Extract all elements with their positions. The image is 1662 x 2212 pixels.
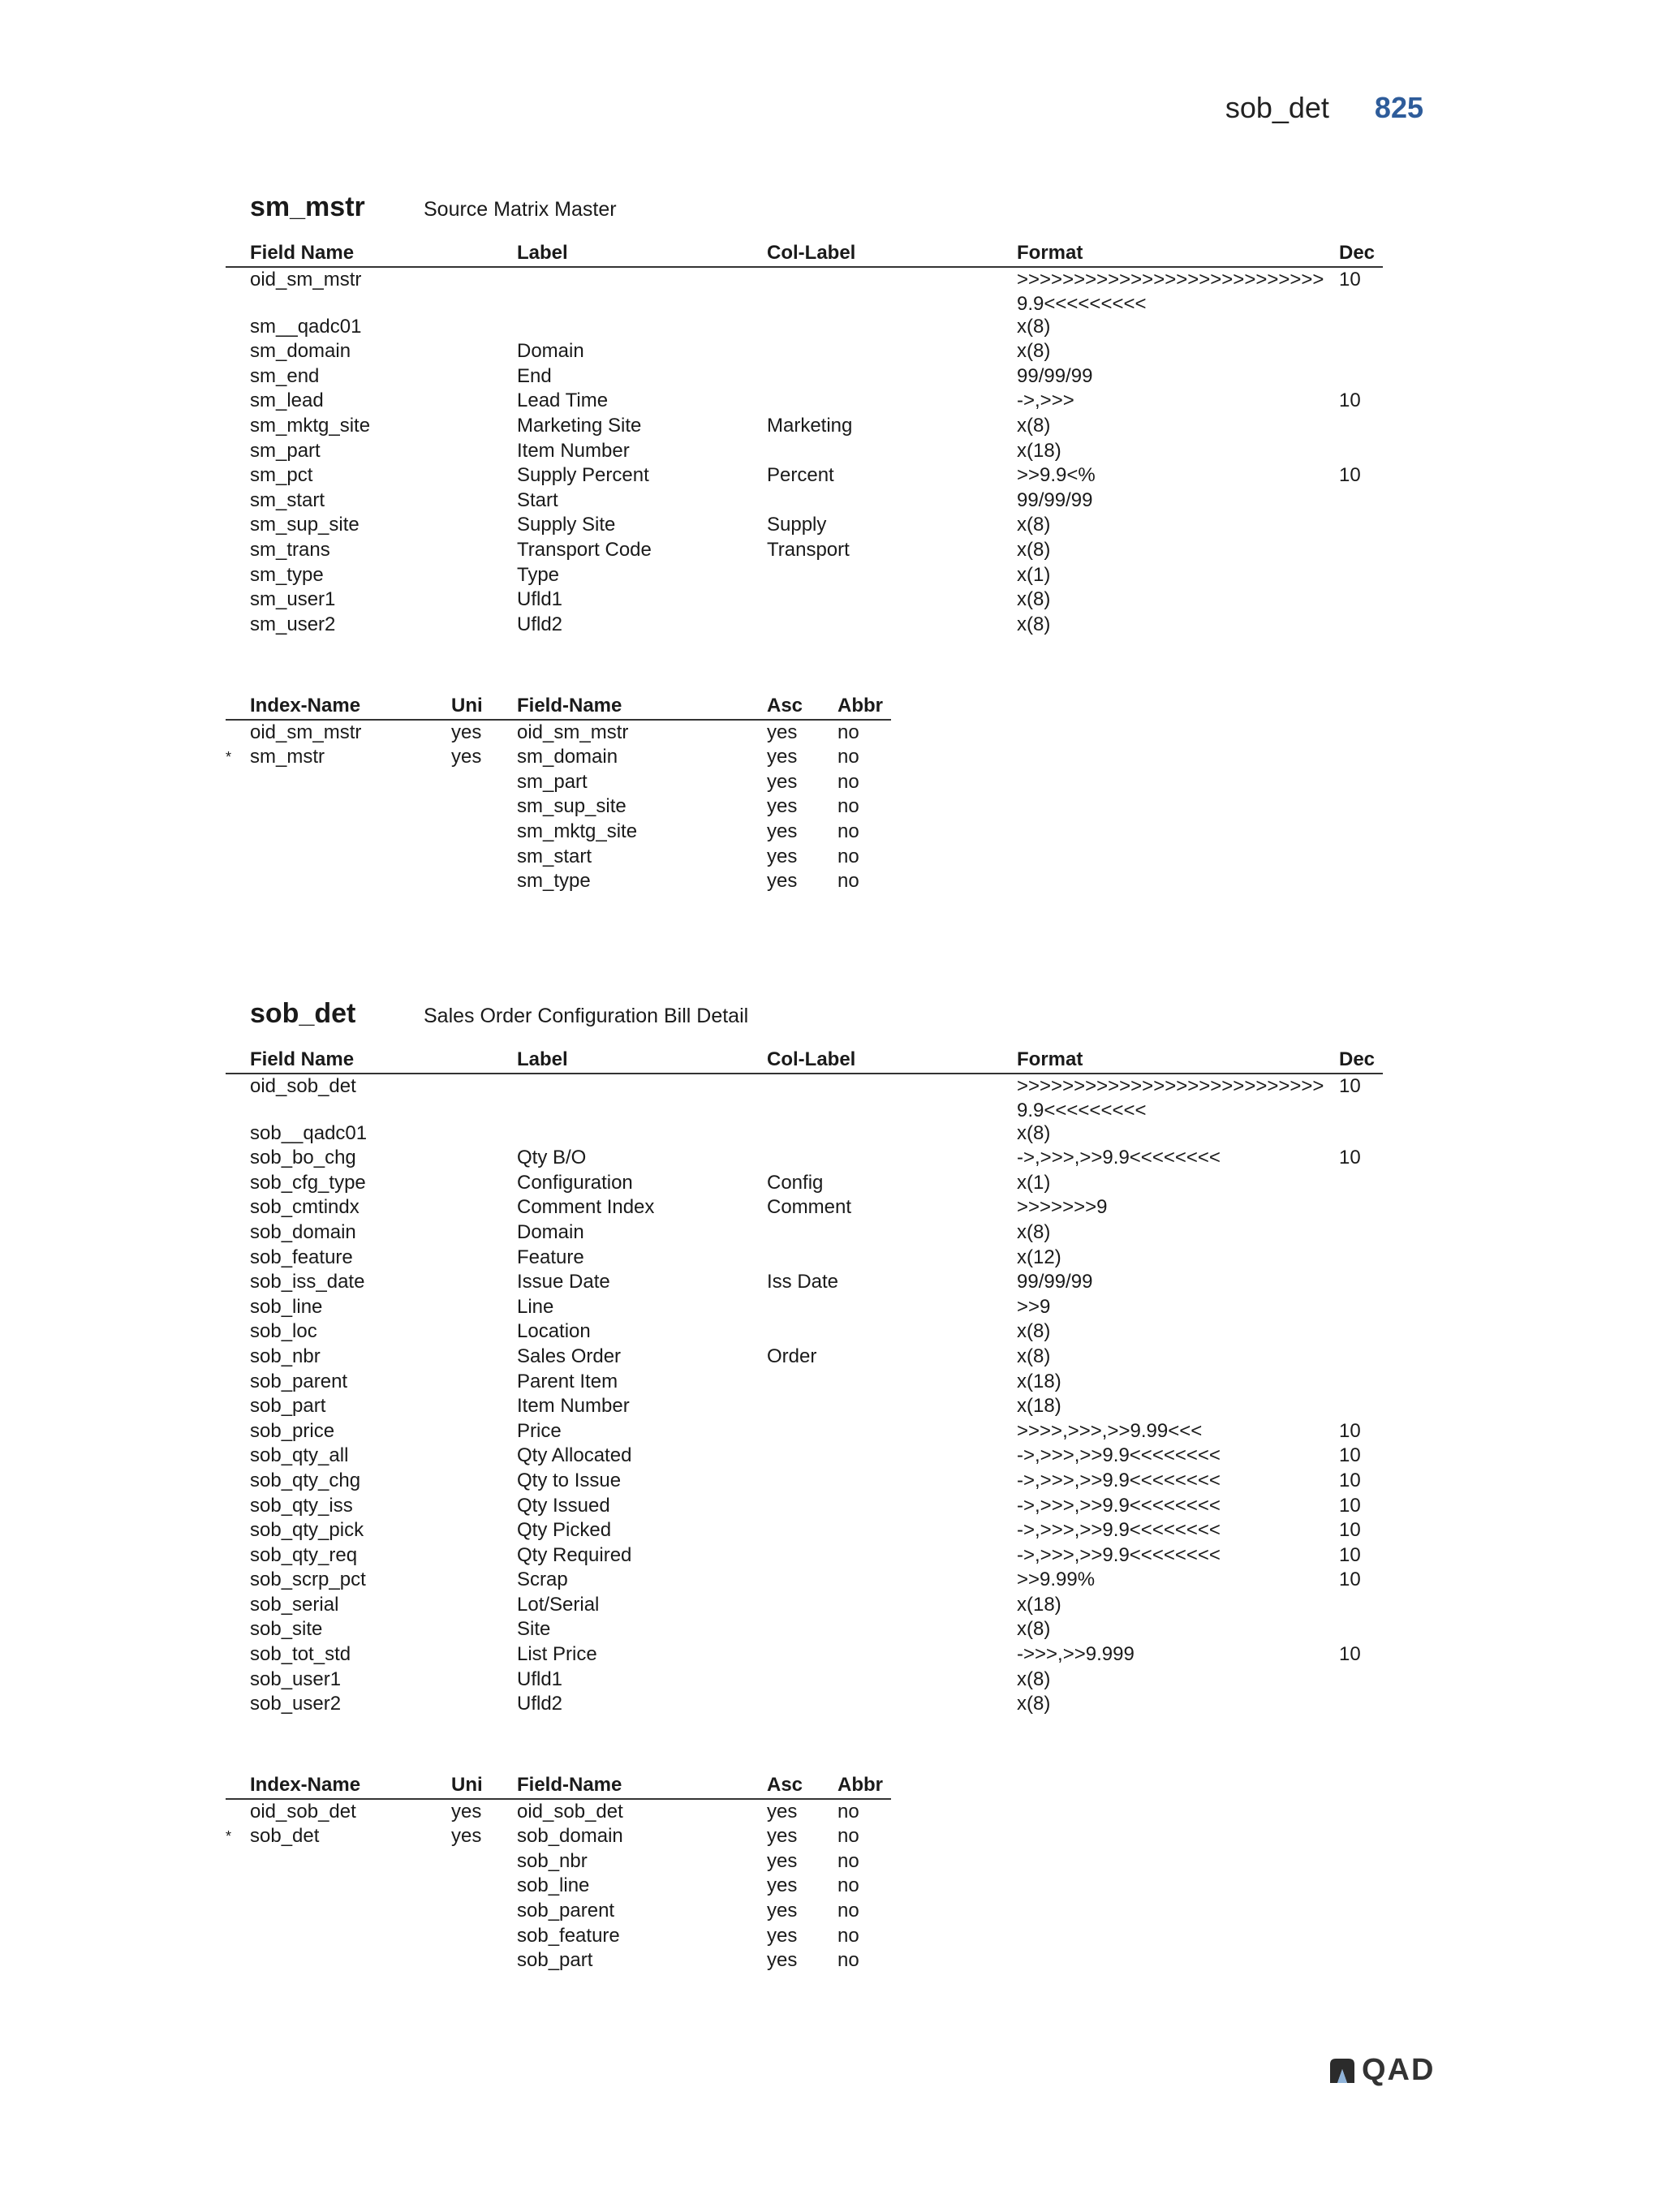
field-format: >>>>,>>>,>>9.99<<< <box>1017 1419 1203 1442</box>
index-row <box>226 869 891 894</box>
table-name: sm_mstr <box>250 192 365 222</box>
index-abbr: no <box>837 870 859 893</box>
table-row <box>226 538 1383 563</box>
field-format: x(18) <box>1017 1370 1061 1392</box>
field-label: Item Number <box>517 439 630 462</box>
table-row <box>226 1370 1383 1395</box>
field-name: sm_domain <box>250 340 351 363</box>
index-abbr: no <box>837 1825 859 1848</box>
index-asc: yes <box>767 1849 798 1872</box>
table-heading-sm-mstr <box>250 192 617 223</box>
field-col-label: Comment <box>767 1196 852 1219</box>
uni-header: Uni <box>451 1774 483 1796</box>
field-format: >>9.9<% <box>1017 464 1096 487</box>
index-abbr: no <box>837 746 859 768</box>
field-format: x(8) <box>1017 613 1051 635</box>
table-row <box>226 587 1383 613</box>
field-name: sm_end <box>250 364 320 387</box>
index-field-name: sob_nbr <box>517 1849 588 1872</box>
index-asc: yes <box>767 770 798 793</box>
field-label: End <box>517 364 552 387</box>
field-dec: 10 <box>1339 1147 1361 1169</box>
field-label: Transport Code <box>517 538 652 561</box>
field-label: Qty Issued <box>517 1494 610 1517</box>
field-dec: 10 <box>1339 1444 1361 1467</box>
index-row <box>226 1800 891 1825</box>
table-row <box>226 1419 1383 1444</box>
field-format: x(8) <box>1017 514 1051 536</box>
field-name: sob_scrp_pct <box>250 1569 366 1591</box>
field-format: x(8) <box>1017 588 1051 611</box>
table-row <box>226 1668 1383 1693</box>
field-label: Scrap <box>517 1569 568 1591</box>
field-col-label: Percent <box>767 464 834 487</box>
field-name-header: Field Name <box>250 1048 355 1070</box>
field-name: sob_user2 <box>250 1693 342 1715</box>
field-format: ->,>>>,>>9.9<<<<<<<< <box>1017 1469 1221 1491</box>
field-label: Sales Order <box>517 1345 622 1367</box>
field-name: sob_qty_pick <box>250 1519 364 1542</box>
field-name: sob_qty_req <box>250 1543 358 1566</box>
field-label: Start <box>517 488 558 511</box>
format-header: Format <box>1017 242 1083 264</box>
field-format: >>>>>>>>>>>>>>>>>>>>>>>>>>>9.9<<<<<<<<< <box>1017 268 1324 315</box>
field-label: Issue Date <box>517 1271 610 1293</box>
field-label: Ufld2 <box>517 613 563 635</box>
index-row <box>226 1948 891 1973</box>
field-name: sob_bo_chg <box>250 1147 356 1169</box>
index-header-row <box>226 694 891 721</box>
field-dec: 10 <box>1339 1074 1361 1097</box>
index-abbr: no <box>837 820 859 842</box>
field-dec: 10 <box>1339 389 1361 412</box>
qad-logo-icon <box>1328 2056 1357 2085</box>
primary-marker: * <box>226 749 232 766</box>
table-description: Sales Order Configuration Bill Detail <box>424 1005 749 1027</box>
field-label: Line <box>517 1295 554 1318</box>
index-row <box>226 794 891 820</box>
table-row <box>226 439 1383 464</box>
index-asc: yes <box>767 1874 798 1897</box>
table-row <box>226 339 1383 364</box>
field-name: sm_pct <box>250 464 313 487</box>
index-asc: yes <box>767 1949 798 1972</box>
label-header: Label <box>517 242 568 264</box>
field-name: sob_domain <box>250 1220 356 1243</box>
table-header-row <box>226 241 1383 268</box>
field-dec: 10 <box>1339 1543 1361 1566</box>
col-label-header: Col-Label <box>767 242 856 264</box>
field-format: 99/99/99 <box>1017 1271 1093 1293</box>
index-name-header: Index-Name <box>250 695 361 717</box>
field-label: Lead Time <box>517 389 609 412</box>
index-row <box>226 1849 891 1874</box>
index-field-name: sm_domain <box>517 746 618 768</box>
field-label: Lot/Serial <box>517 1593 600 1616</box>
index-abbr: no <box>837 770 859 793</box>
logo-text: QAD <box>1362 2053 1436 2087</box>
asc-header: Asc <box>767 695 803 717</box>
table-row <box>226 1074 1383 1121</box>
table-row <box>226 1593 1383 1618</box>
field-name: sm__qadc01 <box>250 315 362 338</box>
index-field-name: sm_type <box>517 870 591 893</box>
field-format: x(8) <box>1017 538 1051 561</box>
field-label: Item Number <box>517 1395 630 1418</box>
table-row <box>226 1568 1383 1593</box>
index-asc: yes <box>767 746 798 768</box>
index-field-name: sob_domain <box>517 1825 623 1848</box>
field-dec: 10 <box>1339 1469 1361 1491</box>
field-name: sm_sup_site <box>250 514 360 536</box>
index-field-name: sm_part <box>517 770 588 793</box>
index-field-name-header: Field-Name <box>517 695 622 717</box>
table-row <box>226 1692 1383 1717</box>
field-format: x(8) <box>1017 340 1051 363</box>
index-row <box>226 845 891 870</box>
field-name: sob_user1 <box>250 1668 342 1690</box>
field-format: x(12) <box>1017 1246 1061 1268</box>
field-table-sm-mstr <box>226 241 1383 637</box>
field-format: >>>>>>>>>>>>>>>>>>>>>>>>>>>9.9<<<<<<<<< <box>1017 1074 1324 1121</box>
table-row <box>226 1345 1383 1370</box>
index-field-name: sob_part <box>517 1949 593 1972</box>
dec-header: Dec <box>1339 1048 1376 1070</box>
index-field-name: oid_sm_mstr <box>517 721 629 743</box>
field-name: sob_cfg_type <box>250 1171 366 1194</box>
table-row <box>226 364 1383 389</box>
table-name: sob_det <box>250 998 356 1029</box>
table-row <box>226 488 1383 514</box>
field-name: sm_part <box>250 439 321 462</box>
table-row <box>226 1121 1383 1147</box>
index-asc: yes <box>767 845 798 867</box>
field-format: ->,>>>,>>9.9<<<<<<<< <box>1017 1494 1221 1517</box>
table-row <box>226 1469 1383 1494</box>
field-name: sob_serial <box>250 1593 339 1616</box>
field-format: ->,>>>,>>9.9<<<<<<<< <box>1017 1444 1221 1467</box>
field-dec: 10 <box>1339 464 1361 487</box>
index-asc: yes <box>767 1825 798 1848</box>
field-name-header: Field Name <box>250 242 355 264</box>
field-name: sm_start <box>250 488 325 511</box>
index-field-name-header: Field-Name <box>517 1774 622 1796</box>
running-header-title: sob_det <box>1225 91 1329 124</box>
dec-header: Dec <box>1339 242 1376 264</box>
col-label-header: Col-Label <box>767 1048 856 1070</box>
page-header <box>1225 91 1423 125</box>
index-asc: yes <box>767 795 798 818</box>
table-row <box>226 1171 1383 1196</box>
index-asc: yes <box>767 870 798 893</box>
field-format: x(18) <box>1017 1395 1061 1418</box>
field-label: Domain <box>517 340 584 363</box>
field-format: ->,>>>,>>9.9<<<<<<<< <box>1017 1519 1221 1542</box>
index-unique: yes <box>451 746 482 768</box>
field-name: sm_type <box>250 563 324 586</box>
field-format: x(8) <box>1017 1121 1051 1144</box>
field-format: >>9.99% <box>1017 1569 1096 1591</box>
index-abbr: no <box>837 1874 859 1897</box>
index-abbr: no <box>837 1924 859 1947</box>
qad-logo <box>1328 2053 1435 2088</box>
field-name: oid_sob_det <box>250 1074 356 1097</box>
field-format: x(18) <box>1017 1593 1061 1616</box>
field-label: Ufld2 <box>517 1693 563 1715</box>
field-col-label: Marketing <box>767 414 853 437</box>
index-abbr: no <box>837 1849 859 1872</box>
table-row <box>226 563 1383 588</box>
index-unique: yes <box>451 721 482 743</box>
table-row <box>226 1319 1383 1345</box>
index-row <box>226 745 891 770</box>
field-name: sm_user2 <box>250 613 336 635</box>
field-name: sob_part <box>250 1395 326 1418</box>
index-row <box>226 820 891 845</box>
field-format: ->,>>>,>>9.9<<<<<<<< <box>1017 1543 1221 1566</box>
index-row <box>226 1924 891 1949</box>
field-label: Comment Index <box>517 1196 655 1219</box>
index-abbr: no <box>837 1949 859 1972</box>
field-label: Domain <box>517 1220 584 1243</box>
asc-header: Asc <box>767 1774 803 1796</box>
field-label: Qty Picked <box>517 1519 612 1542</box>
field-col-label: Supply <box>767 514 827 536</box>
field-name: sob_tot_std <box>250 1643 351 1666</box>
table-row <box>226 268 1383 315</box>
field-label: Qty B/O <box>517 1147 587 1169</box>
format-header: Format <box>1017 1048 1083 1070</box>
field-format: >>>>>>>9 <box>1017 1196 1108 1219</box>
field-label: Qty to Issue <box>517 1469 622 1491</box>
abbr-header: Abbr <box>837 695 883 717</box>
index-abbr: no <box>837 845 859 867</box>
field-format: x(8) <box>1017 315 1051 338</box>
field-name: sob_parent <box>250 1370 348 1392</box>
table-row <box>226 315 1383 340</box>
index-name-header: Index-Name <box>250 1774 361 1796</box>
index-header-row <box>226 1773 891 1800</box>
index-abbr: no <box>837 1899 859 1922</box>
index-row <box>226 1899 891 1924</box>
field-label: Site <box>517 1618 551 1641</box>
index-row <box>226 1824 891 1849</box>
table-row <box>226 1494 1383 1519</box>
field-label: Price <box>517 1419 562 1442</box>
field-dec: 10 <box>1339 1569 1361 1591</box>
field-format: ->,>>> <box>1017 389 1074 412</box>
field-label: Qty Allocated <box>517 1444 632 1467</box>
field-label: Type <box>517 563 560 586</box>
table-row <box>226 414 1383 439</box>
index-name: oid_sm_mstr <box>250 721 362 743</box>
table-row <box>226 513 1383 538</box>
table-row <box>226 1444 1383 1469</box>
field-name: sm_mktg_site <box>250 414 371 437</box>
table-row <box>226 1394 1383 1419</box>
field-name: sm_trans <box>250 538 330 561</box>
field-label: Configuration <box>517 1171 633 1194</box>
index-unique: yes <box>451 1825 482 1848</box>
field-label: List Price <box>517 1643 597 1666</box>
uni-header: Uni <box>451 695 483 717</box>
field-name: sm_lead <box>250 389 324 412</box>
field-label: Ufld1 <box>517 1668 563 1690</box>
table-row <box>226 1146 1383 1171</box>
field-dec: 10 <box>1339 1519 1361 1542</box>
table-row <box>226 463 1383 488</box>
field-name: sob_line <box>250 1295 323 1318</box>
table-row <box>226 1246 1383 1271</box>
index-field-name: sm_sup_site <box>517 795 626 818</box>
index-table-sob-det <box>226 1773 891 1973</box>
field-format: x(8) <box>1017 1345 1051 1367</box>
field-col-label: Transport <box>767 538 850 561</box>
field-label: Parent Item <box>517 1370 618 1392</box>
field-name: sob_qty_iss <box>250 1494 353 1517</box>
field-label: Ufld1 <box>517 588 563 611</box>
field-format: x(1) <box>1017 563 1051 586</box>
primary-marker: * <box>226 1828 232 1845</box>
index-name: sob_det <box>250 1825 320 1848</box>
index-asc: yes <box>767 721 798 743</box>
field-format: x(8) <box>1017 414 1051 437</box>
page-number: 825 <box>1374 91 1423 124</box>
index-field-name: sob_parent <box>517 1899 615 1922</box>
field-name: sob_loc <box>250 1320 317 1343</box>
field-format: 99/99/99 <box>1017 488 1093 511</box>
field-format: x(8) <box>1017 1668 1051 1690</box>
index-abbr: no <box>837 1800 859 1823</box>
field-label: Supply Percent <box>517 464 649 487</box>
table-row <box>226 613 1383 638</box>
field-dec: 10 <box>1339 1494 1361 1517</box>
field-dec: 10 <box>1339 268 1361 290</box>
index-field-name: sm_start <box>517 845 592 867</box>
field-col-label: Iss Date <box>767 1271 839 1293</box>
index-abbr: no <box>837 795 859 818</box>
field-format: ->>>,>>9.999 <box>1017 1643 1135 1666</box>
field-name: sob_iss_date <box>250 1271 365 1293</box>
index-unique: yes <box>451 1800 482 1823</box>
field-name: sob_site <box>250 1618 323 1641</box>
field-format: x(1) <box>1017 1171 1051 1194</box>
index-asc: yes <box>767 1800 798 1823</box>
table-row <box>226 1270 1383 1295</box>
table-description: Source Matrix Master <box>424 198 617 221</box>
table-row <box>226 1295 1383 1320</box>
field-name: sob_feature <box>250 1246 353 1268</box>
table-row <box>226 1518 1383 1543</box>
field-label: Qty Required <box>517 1543 632 1566</box>
abbr-header: Abbr <box>837 1774 883 1796</box>
field-name: oid_sm_mstr <box>250 268 362 290</box>
table-row <box>226 389 1383 414</box>
field-format: x(18) <box>1017 439 1061 462</box>
table-row <box>226 1543 1383 1569</box>
field-format: x(8) <box>1017 1320 1051 1343</box>
field-format: x(8) <box>1017 1618 1051 1641</box>
table-header-row <box>226 1048 1383 1074</box>
field-format: >>9 <box>1017 1295 1051 1318</box>
field-name: sob_cmtindx <box>250 1196 360 1219</box>
index-row <box>226 1874 891 1899</box>
field-name: sm_user1 <box>250 588 336 611</box>
field-format: x(8) <box>1017 1220 1051 1243</box>
field-dec: 10 <box>1339 1643 1361 1666</box>
index-name: sm_mstr <box>250 746 325 768</box>
table-heading-sob-det <box>250 998 748 1030</box>
field-label: Location <box>517 1320 591 1343</box>
field-table-sob-det <box>226 1048 1383 1717</box>
index-row <box>226 770 891 795</box>
field-col-label: Config <box>767 1171 824 1194</box>
index-field-name: oid_sob_det <box>517 1800 623 1823</box>
field-format: 99/99/99 <box>1017 364 1093 387</box>
field-name: sob_price <box>250 1419 335 1442</box>
field-format: x(8) <box>1017 1693 1051 1715</box>
field-label: Feature <box>517 1246 584 1268</box>
index-field-name: sob_line <box>517 1874 590 1897</box>
field-name: sob__qadc01 <box>250 1121 368 1144</box>
field-col-label: Order <box>767 1345 817 1367</box>
index-table-sm-mstr <box>226 694 891 894</box>
field-label: Supply Site <box>517 514 616 536</box>
field-name: sob_nbr <box>250 1345 321 1367</box>
index-name: oid_sob_det <box>250 1800 356 1823</box>
index-asc: yes <box>767 1924 798 1947</box>
field-label: Marketing Site <box>517 414 642 437</box>
field-dec: 10 <box>1339 1419 1361 1442</box>
field-name: sob_qty_chg <box>250 1469 361 1491</box>
label-header: Label <box>517 1048 568 1070</box>
index-field-name: sob_feature <box>517 1924 620 1947</box>
index-asc: yes <box>767 1899 798 1922</box>
field-name: sob_qty_all <box>250 1444 349 1467</box>
table-row <box>226 1195 1383 1220</box>
table-row <box>226 1617 1383 1642</box>
field-format: ->,>>>,>>9.9<<<<<<<< <box>1017 1147 1221 1169</box>
index-field-name: sm_mktg_site <box>517 820 638 842</box>
index-asc: yes <box>767 820 798 842</box>
index-row <box>226 721 891 746</box>
index-abbr: no <box>837 721 859 743</box>
table-row <box>226 1642 1383 1668</box>
table-row <box>226 1220 1383 1246</box>
